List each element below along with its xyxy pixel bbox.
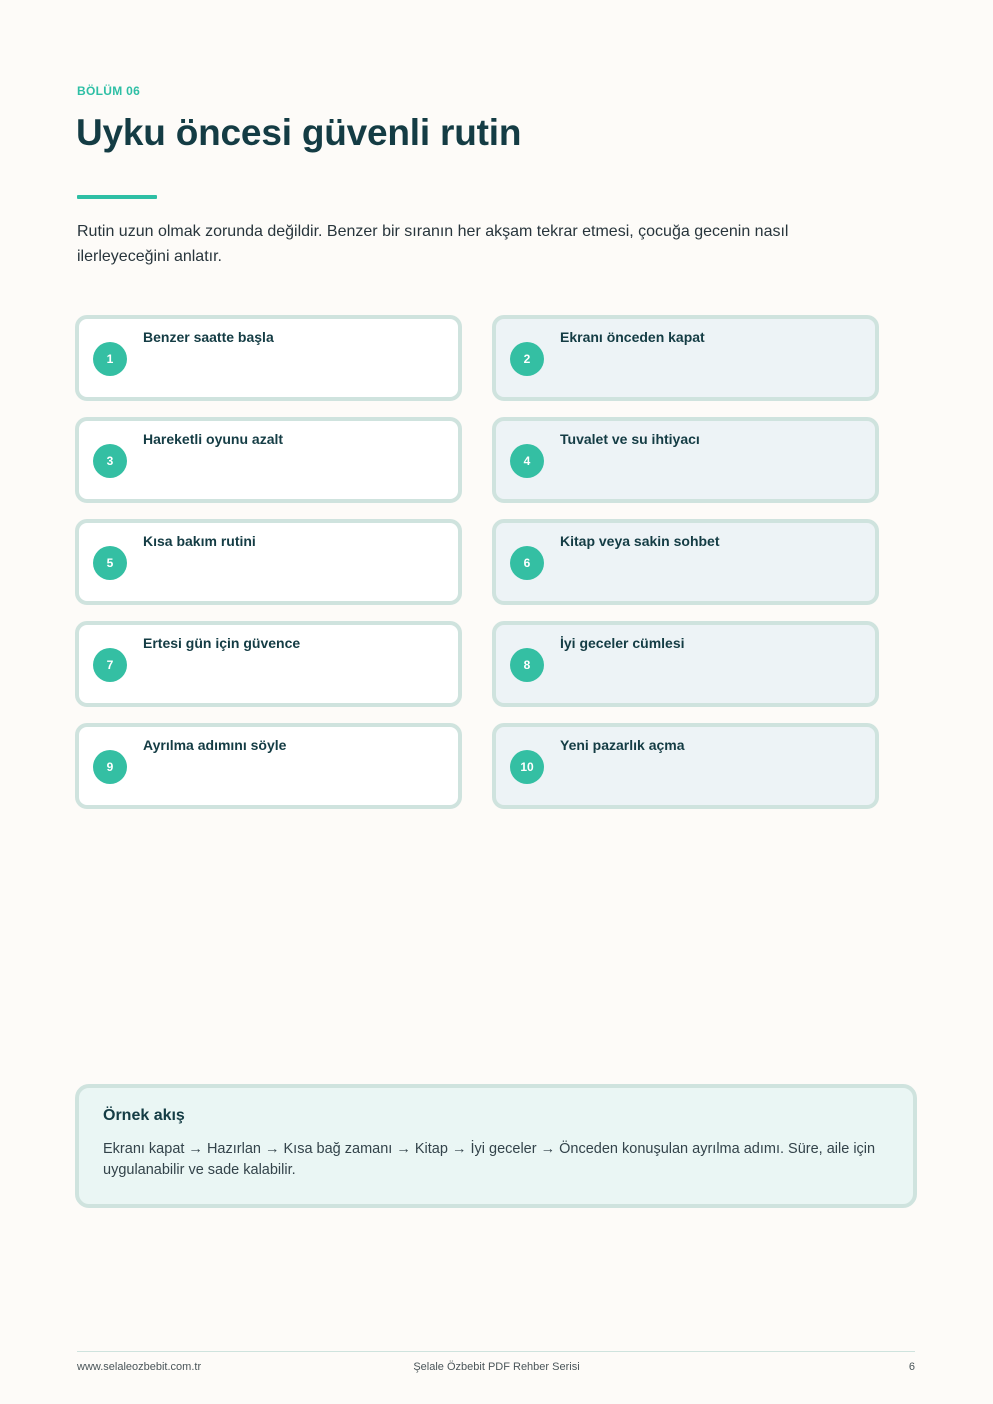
step-title: Ayrılma adımını söyle bbox=[143, 737, 287, 753]
step-title: Benzer saatte başla bbox=[143, 329, 274, 345]
step-number-badge: 8 bbox=[510, 648, 544, 682]
step-number-badge: 6 bbox=[510, 546, 544, 580]
example-flow-text: Ekranı kapat → Hazırlan → Kısa bağ zamanı → Kitap → İyi geceler → Önceden konuşulan ayrılma adımı. Süre, aile için uygulanabilir ve sade kalabilir. bbox=[103, 1141, 876, 1178]
step-number-badge: 2 bbox=[510, 342, 544, 376]
step-number-badge: 9 bbox=[93, 750, 127, 784]
step-card bbox=[492, 723, 879, 809]
example-flow-title: Örnek akış bbox=[103, 1107, 185, 1124]
step-number-badge: 10 bbox=[510, 750, 544, 784]
page-number: 6 bbox=[908, 1361, 915, 1373]
step-number-badge: 4 bbox=[510, 444, 544, 478]
step-number-badge: 3 bbox=[93, 444, 127, 478]
step-title: Tuvalet ve su ihtiyacı bbox=[560, 431, 700, 447]
routine-steps-grid bbox=[75, 315, 879, 809]
step-title: İyi geceler cümlesi bbox=[560, 635, 685, 651]
footer-series-name: Şelale Özbebit PDF Rehber Serisi bbox=[413, 1361, 580, 1373]
footer-divider bbox=[77, 1351, 915, 1352]
step-card bbox=[75, 723, 462, 809]
step-title: Hareketli oyunu azalt bbox=[143, 431, 284, 447]
step-card bbox=[492, 519, 879, 605]
section-label: BÖLÜM 06 bbox=[77, 84, 141, 98]
step-number-badge: 7 bbox=[93, 648, 127, 682]
step-card bbox=[75, 621, 462, 707]
step-card bbox=[75, 519, 462, 605]
step-title: Ertesi gün için güvence bbox=[143, 635, 301, 651]
intro-paragraph: Rutin uzun olmak zorunda değildir. Benzer bir sıranın her akşam tekrar etmesi, çocuğa gecenin nasıl ilerleyeceğini anlatır. bbox=[77, 223, 789, 265]
example-flow-box bbox=[75, 1084, 917, 1208]
step-card bbox=[75, 315, 462, 401]
step-title: Yeni pazarlık açma bbox=[560, 737, 685, 753]
title-underline bbox=[77, 195, 157, 199]
step-card bbox=[492, 315, 879, 401]
page-title: Uyku öncesi güvenli rutin bbox=[76, 112, 522, 153]
step-card bbox=[492, 621, 879, 707]
step-number-badge: 1 bbox=[93, 342, 127, 376]
step-card bbox=[492, 417, 879, 503]
step-card bbox=[75, 417, 462, 503]
footer-website: www.selaleozbebit.com.tr bbox=[77, 1361, 202, 1373]
step-title: Kısa bakım rutini bbox=[143, 533, 256, 549]
step-title: Kitap veya sakin sohbet bbox=[560, 533, 720, 549]
step-title: Ekranı önceden kapat bbox=[560, 329, 705, 345]
step-number-badge: 5 bbox=[93, 546, 127, 580]
